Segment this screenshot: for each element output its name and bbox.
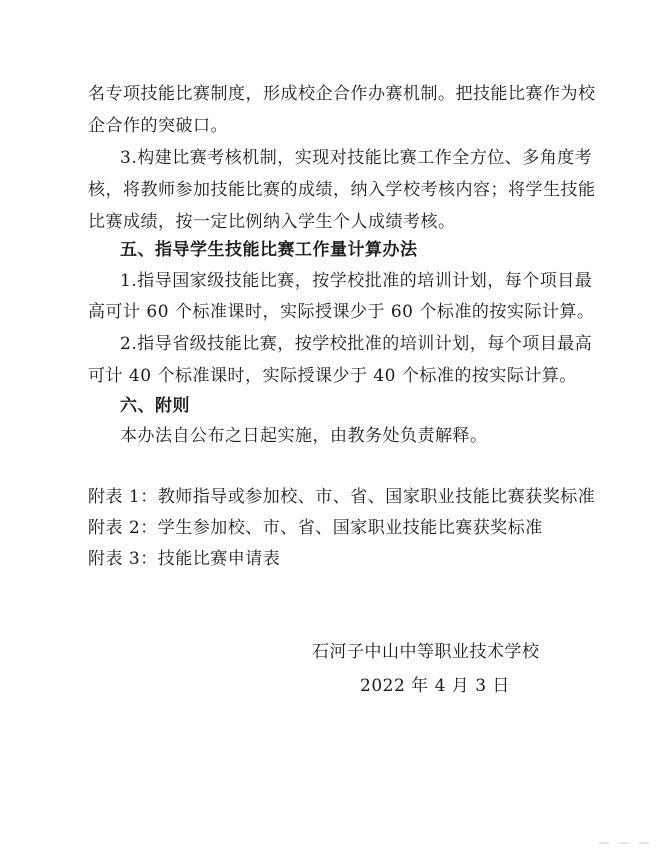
attachment-1: 附表 1：教师指导或参加校、市、省、国家职业技能比赛获奖标准 (88, 487, 596, 507)
section-6-text: 本办法自公布之日起实施，由教务处负责解释。 (120, 426, 488, 446)
clause-3-line-3: 比赛成绩，按一定比例纳入学生个人成绩考核。 (88, 212, 456, 232)
attachment-2: 附表 2：学生参加校、市、省、国家职业技能比赛获奖标准 (88, 518, 543, 538)
section-5-heading: 五、指导学生技能比赛工作量计算办法 (120, 240, 418, 260)
body-line-2: 企合作的突破口。 (88, 116, 228, 136)
attachment-3: 附表 3：技能比赛申请表 (88, 549, 281, 569)
section-5-item-2-line-1: 2.指导省级技能比赛，按学校批准的培训计划，每个项目最高 (120, 334, 593, 354)
page-corner-marks (597, 836, 663, 849)
clause-3-line-1: 3.构建比赛考核机制，实现对技能比赛工作全方位、多角度考 (120, 148, 593, 168)
section-6-heading: 六、附则 (120, 396, 190, 416)
section-5-item-1-line-2: 高可计 60 个标准课时，实际授课少于 60 个标准的按实际计算。 (88, 302, 595, 322)
signature-date: 2022 年 4 月 3 日 (360, 676, 510, 696)
section-5-item-1-line-1: 1.指导国家级技能比赛，按学校批准的培训计划，每个项目最 (120, 271, 593, 291)
body-line-1: 名专项技能比赛制度，形成校企合作办赛机制。把技能比赛作为校 (88, 84, 596, 104)
signature-org: 石河子中山中等职业技术学校 (312, 642, 540, 662)
section-5-item-2-line-2: 可计 40 个标准课时，实际授课少于 40 个标准的按实际计算。 (88, 366, 577, 386)
clause-3-line-2: 核，将教师参加技能比赛的成绩，纳入学校考核内容；将学生技能 (88, 180, 596, 200)
